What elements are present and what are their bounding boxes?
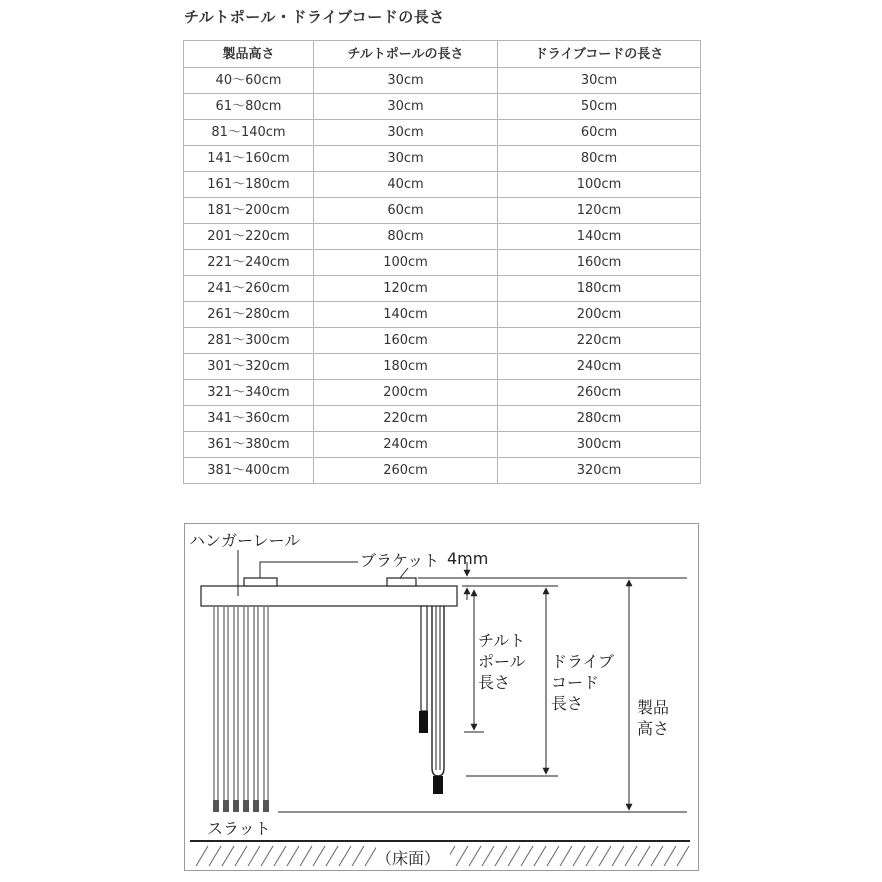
- tilt-pole-length-cell: 100cm: [314, 250, 498, 276]
- product-height-cell: 201～220cm: [184, 224, 314, 250]
- drive-cord-length-cell: 60cm: [498, 120, 701, 146]
- tilt-pole-length-cell: 30cm: [314, 94, 498, 120]
- tilt-pole-label-3: 長さ: [478, 673, 511, 692]
- tilt-pole: [421, 606, 427, 711]
- product-height-cell: 221～240cm: [184, 250, 314, 276]
- product-height-cell: 141～160cm: [184, 146, 314, 172]
- product-height-cell: 281～300cm: [184, 328, 314, 354]
- tilt-pole-length-cell: 80cm: [314, 224, 498, 250]
- bracket-label: ブラケット: [360, 551, 440, 570]
- drive-cord-length-cell: 80cm: [498, 146, 701, 172]
- product-height-cell: 81～140cm: [184, 120, 314, 146]
- tilt-pole-length-cell: 30cm: [314, 120, 498, 146]
- slat-label: スラット: [207, 819, 271, 838]
- drive-cord-length-cell: 260cm: [498, 380, 701, 406]
- header-drive-cord-length: ドライブコードの長さ: [498, 41, 701, 68]
- tilt-pole-length-cell: 160cm: [314, 328, 498, 354]
- drive-cord-length-cell: 280cm: [498, 406, 701, 432]
- drive-cord-length-cell: 50cm: [498, 94, 701, 120]
- tilt-pole-length-cell: 40cm: [314, 172, 498, 198]
- product-height-cell: 381～400cm: [184, 458, 314, 484]
- product-height-cell: 321～340cm: [184, 380, 314, 406]
- product-height-cell: 301～320cm: [184, 354, 314, 380]
- drive-cord-length-cell: 300cm: [498, 432, 701, 458]
- slats: [214, 606, 268, 806]
- tilt-pole-length-cell: 220cm: [314, 406, 498, 432]
- tilt-pole-length-cell: 140cm: [314, 302, 498, 328]
- product-height-cell: 40～60cm: [184, 68, 314, 94]
- drive-cord-length-cell: 240cm: [498, 354, 701, 380]
- drive-cord-length-cell: 320cm: [498, 458, 701, 484]
- tilt-pole-length-cell: 200cm: [314, 380, 498, 406]
- floor-label: （床面）: [376, 849, 441, 868]
- product-height-cell: 161～180cm: [184, 172, 314, 198]
- header-product-height: 製品高さ: [184, 41, 314, 68]
- bracket-right: [387, 578, 416, 586]
- product-height-cell: 261～280cm: [184, 302, 314, 328]
- product-height-label-1: 製品: [637, 698, 670, 717]
- drive-cord-label-2: コード: [551, 673, 600, 692]
- bracket-leader-left: [260, 562, 358, 578]
- drive-cord-length-cell: 30cm: [498, 68, 701, 94]
- tilt-pole-label-2: ポール: [478, 652, 526, 671]
- tilt-pole-length-cell: 60cm: [314, 198, 498, 224]
- tilt-pole-length-cell: 260cm: [314, 458, 498, 484]
- drive-cord: [432, 606, 444, 776]
- gap-label: 4mm: [447, 549, 489, 568]
- tilt-pole-length-cell: 180cm: [314, 354, 498, 380]
- product-height-cell: 241～260cm: [184, 276, 314, 302]
- hanger-rail: [201, 586, 457, 606]
- bracket-left: [244, 578, 277, 586]
- drive-cord-length-cell: 140cm: [498, 224, 701, 250]
- drive-cord-length-cell: 100cm: [498, 172, 701, 198]
- page-title: チルトポール・ドライブコードの長さ: [184, 8, 445, 26]
- tilt-pole-length-cell: 30cm: [314, 146, 498, 172]
- drive-cord-length-cell: 180cm: [498, 276, 701, 302]
- tilt-pole-length-cell: 30cm: [314, 68, 498, 94]
- product-height-label-2: 高さ: [637, 719, 670, 738]
- product-height-cell: 361～380cm: [184, 432, 314, 458]
- product-height-cell: 181～200cm: [184, 198, 314, 224]
- drive-cord-label-3: 長さ: [551, 694, 584, 713]
- slat-weights: [213, 800, 269, 812]
- product-height-cell: 61～80cm: [184, 94, 314, 120]
- drive-cord-length-cell: 160cm: [498, 250, 701, 276]
- hanger-rail-label: ハンガーレール: [189, 531, 301, 550]
- product-height-cell: 341～360cm: [184, 406, 314, 432]
- tilt-pole-handle: [419, 711, 428, 733]
- tilt-pole-length-cell: 240cm: [314, 432, 498, 458]
- tilt-pole-label-1: チルト: [478, 631, 526, 650]
- drive-cord-length-cell: 200cm: [498, 302, 701, 328]
- drive-cord-length-cell: 220cm: [498, 328, 701, 354]
- drive-cord-label-1: ドライブ: [551, 652, 615, 671]
- drive-cord-length-cell: 120cm: [498, 198, 701, 224]
- header-tilt-pole-length: チルトポールの長さ: [314, 41, 498, 68]
- drive-cord-weight: [433, 776, 443, 794]
- tilt-pole-length-cell: 120cm: [314, 276, 498, 302]
